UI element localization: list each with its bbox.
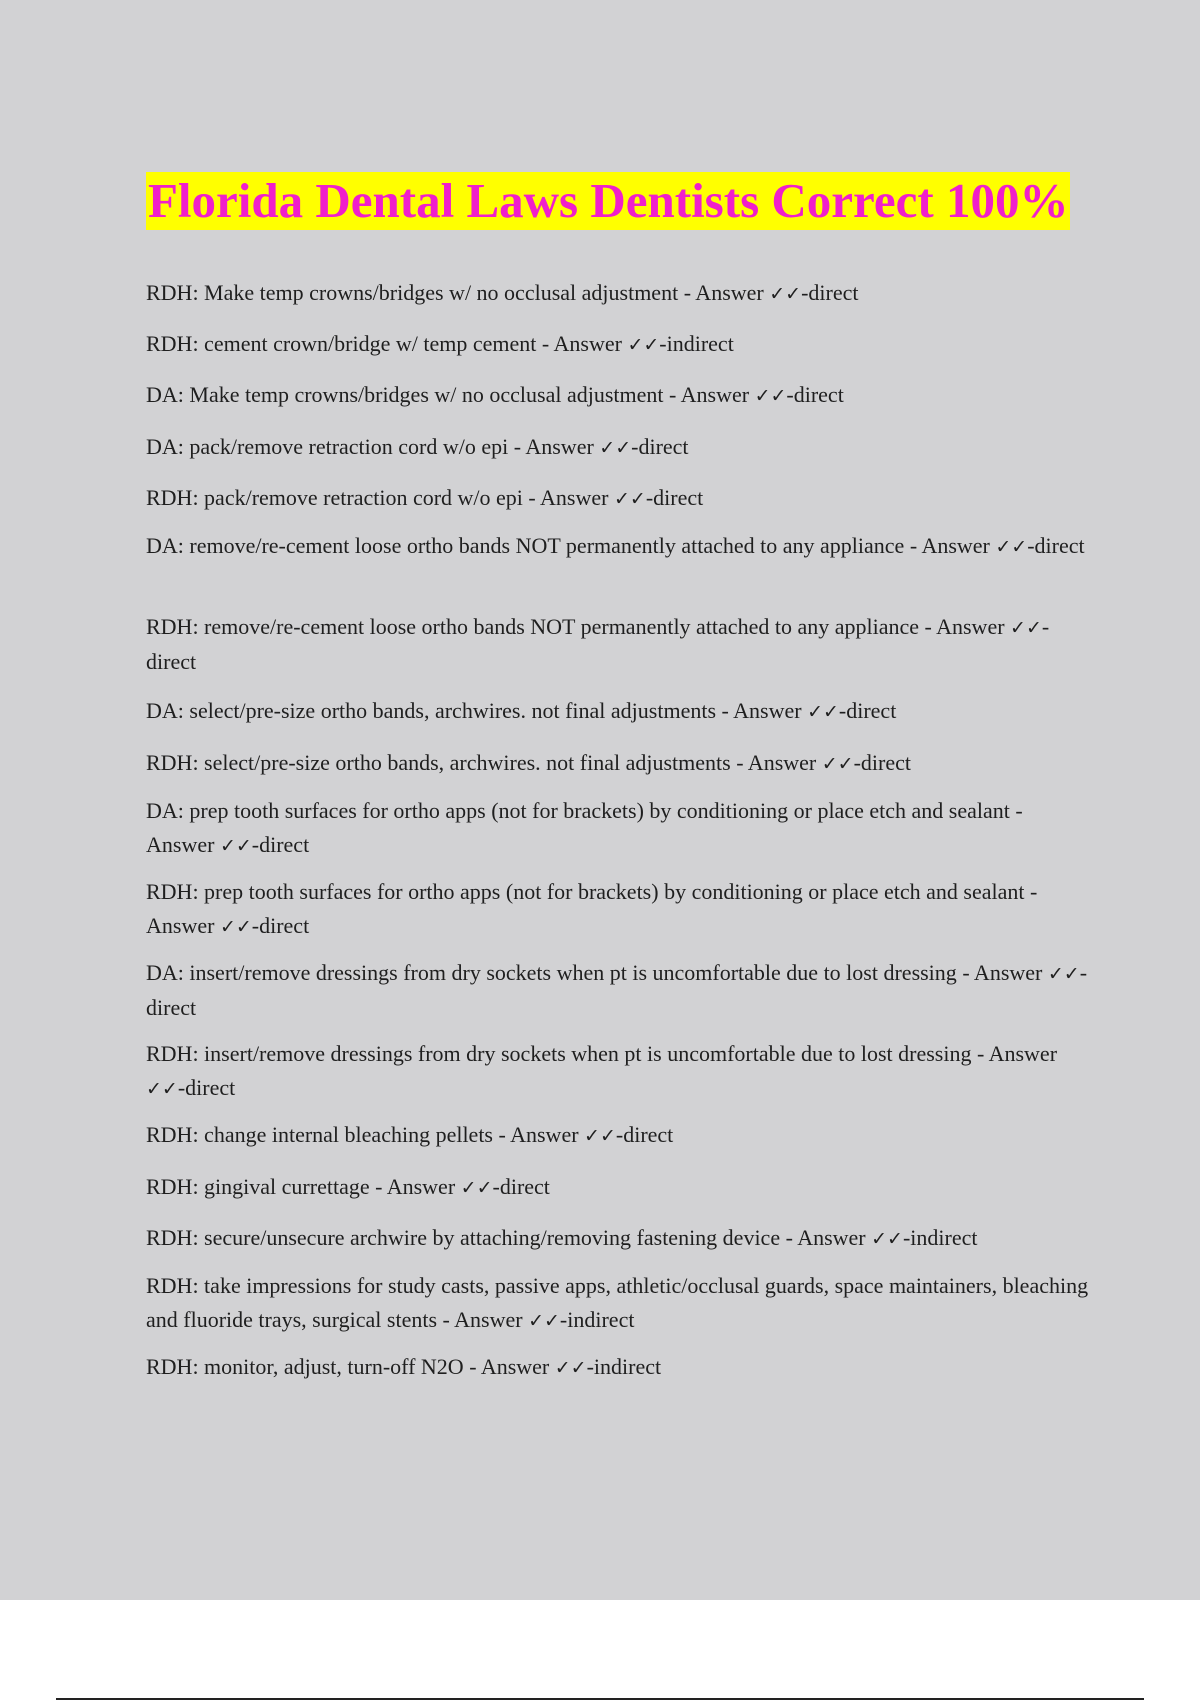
- qa-item: [146, 875, 1090, 944]
- qa-question: DA: prep tooth surfaces for ortho apps (not for brackets) by conditioning or place etch and sealant: [146, 798, 1010, 823]
- qa-answer-label: - Answer: [493, 1122, 585, 1147]
- page-footer-strip: [0, 1600, 1200, 1700]
- qa-answer-label: - Answer: [780, 1225, 872, 1250]
- qa-question: RDH: gingival currettage: [146, 1174, 370, 1199]
- qa-question: RDH: cement crown/bridge w/ temp cement: [146, 331, 537, 356]
- qa-item: [146, 1118, 1090, 1153]
- qa-answer: -direct: [251, 832, 310, 857]
- qa-answer: -direct: [251, 913, 310, 938]
- qa-answer: -indirect: [559, 1307, 635, 1332]
- qa-item: [146, 1350, 1090, 1385]
- double-check-icon: ✓✓: [146, 1078, 178, 1100]
- qa-question: RDH: remove/re-cement loose ortho bands NOT permanently attached to any appliance: [146, 614, 919, 639]
- qa-answer: -direct: [631, 434, 689, 459]
- qa-question: DA: Make temp crowns/bridges w/ no occlusal adjustment: [146, 382, 664, 407]
- qa-answer-label: - Answer: [716, 698, 808, 723]
- qa-question: RDH: prep tooth surfaces for ortho apps (not for brackets) by conditioning or place etch and sealant: [146, 879, 1025, 904]
- qa-question: DA: remove/re-cement loose ortho bands NOT permanently attached to any appliance: [146, 533, 905, 558]
- qa-answer: -direct: [615, 1122, 674, 1147]
- qa-question: DA: select/pre-size ortho bands, archwires. not final adjustments: [146, 698, 717, 723]
- double-check-icon: ✓✓: [995, 536, 1028, 558]
- qa-item: [146, 1221, 1090, 1256]
- qa-item: [146, 746, 1090, 781]
- qa-item: [146, 430, 1090, 465]
- qa-item: [146, 378, 1090, 413]
- qa-question: DA: pack/remove retraction cord w/o epi: [146, 434, 509, 459]
- qa-item: [146, 1170, 1090, 1205]
- double-check-icon: ✓✓: [460, 1177, 493, 1199]
- qa-answer-label: - Answer: [971, 1041, 1058, 1066]
- qa-item: [146, 1269, 1090, 1338]
- double-check-icon: ✓✓: [769, 283, 802, 305]
- qa-answer-label: - Answer: [730, 750, 822, 775]
- qa-item: [146, 529, 1090, 564]
- qa-answer-label: - Answer: [463, 1354, 555, 1379]
- qa-item: [146, 694, 1090, 729]
- qa-item: [146, 327, 1090, 362]
- qa-item: [146, 481, 1090, 516]
- double-check-icon: ✓✓: [1047, 963, 1080, 985]
- double-check-icon: ✓✓: [1010, 617, 1042, 639]
- qa-answer: -direct: [492, 1174, 550, 1199]
- double-check-icon: ✓✓: [754, 385, 787, 407]
- qa-answer-label: - Answer: [522, 485, 614, 510]
- qa-answer: -direct: [146, 614, 1050, 674]
- qa-answer-label: - Answer: [956, 960, 1048, 985]
- qa-question: RDH: take impressions for study casts, passive apps, athletic/occlusal guards, space maintainers, bleaching and fluoride trays, surgical stents: [146, 1273, 1089, 1332]
- qa-question: RDH: pack/remove retraction cord w/o epi: [146, 485, 523, 510]
- qa-answer-label: - Answer: [146, 879, 1038, 938]
- qa-answer-label: - Answer: [904, 533, 996, 558]
- qa-question: DA: insert/remove dressings from dry sockets when pt is uncomfortable due to lost dressing: [146, 960, 957, 985]
- qa-question: RDH: select/pre-size ortho bands, archwires. not final adjustments: [146, 750, 731, 775]
- document-title: Florida Dental Laws Dentists Correct 100%: [148, 173, 1069, 228]
- double-check-icon: ✓✓: [627, 334, 660, 356]
- qa-answer-label: - Answer: [919, 614, 1011, 639]
- qa-question: RDH: monitor, adjust, turn-off N2O: [146, 1354, 464, 1379]
- double-check-icon: ✓✓: [613, 488, 646, 510]
- double-check-icon: ✓✓: [871, 1228, 903, 1250]
- double-check-icon: ✓✓: [584, 1125, 616, 1147]
- double-check-icon: ✓✓: [821, 753, 854, 775]
- qa-answer: -indirect: [659, 331, 734, 356]
- qa-answer: -direct: [786, 382, 844, 407]
- double-check-icon: ✓✓: [599, 437, 632, 459]
- qa-answer: -direct: [645, 485, 704, 510]
- qa-answer: -direct: [146, 960, 1088, 1020]
- qa-item: [146, 794, 1090, 863]
- qa-answer-label: - Answer: [678, 280, 770, 305]
- qa-question: RDH: secure/unsecure archwire by attaching/removing fastening device: [146, 1225, 781, 1250]
- qa-item: [146, 610, 1090, 679]
- double-check-icon: ✓✓: [807, 701, 839, 723]
- qa-item: [146, 1037, 1090, 1106]
- qa-answer: -indirect: [586, 1354, 662, 1379]
- qa-answer: -direct: [801, 280, 859, 305]
- qa-answer-label: - Answer: [508, 434, 600, 459]
- document-content: [146, 172, 1090, 230]
- qa-answer-label: - Answer: [146, 798, 1023, 857]
- qa-answer: -indirect: [902, 1225, 978, 1250]
- qa-answer: -direct: [838, 698, 897, 723]
- double-check-icon: ✓✓: [219, 916, 252, 938]
- qa-answer-label: - Answer: [663, 382, 755, 407]
- qa-answer-label: - Answer: [437, 1307, 529, 1332]
- title-highlight: [146, 172, 1070, 230]
- qa-answer-label: - Answer: [369, 1174, 461, 1199]
- qa-question: RDH: Make temp crowns/bridges w/ no occlusal adjustment: [146, 280, 679, 305]
- qa-question: RDH: insert/remove dressings from dry sockets when pt is uncomfortable due to lost dressing: [146, 1041, 972, 1066]
- qa-item: [146, 276, 1090, 311]
- qa-answer: -direct: [853, 750, 911, 775]
- qa-question: RDH: change internal bleaching pellets: [146, 1122, 493, 1147]
- qa-answer: -direct: [1027, 533, 1085, 558]
- qa-answer-label: - Answer: [536, 331, 628, 356]
- double-check-icon: ✓✓: [528, 1310, 560, 1332]
- qa-answer: -direct: [177, 1075, 236, 1100]
- qa-item: [146, 956, 1090, 1025]
- double-check-icon: ✓✓: [554, 1357, 587, 1379]
- double-check-icon: ✓✓: [219, 835, 252, 857]
